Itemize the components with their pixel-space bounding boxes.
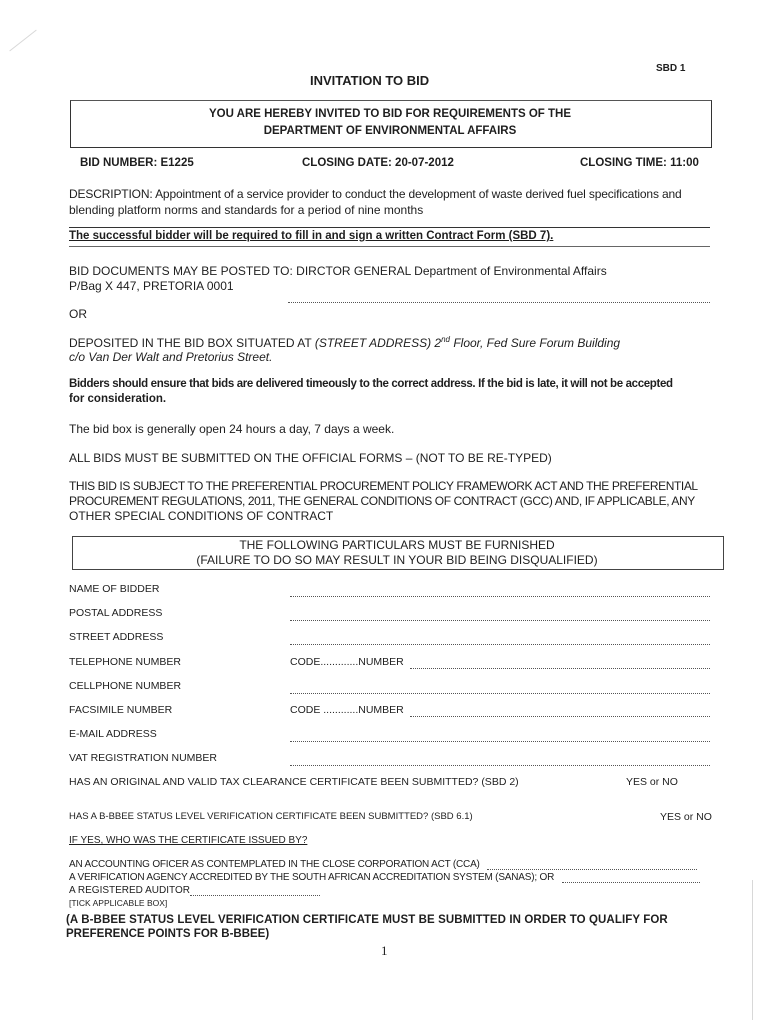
- contract-note: The successful bidder will be required to fill in and sign a written Contract Form (SBD 7).: [69, 230, 554, 242]
- closing-date: CLOSING DATE: 20-07-2012: [302, 157, 454, 169]
- field-label-postal-address: POSTAL ADDRESS: [69, 607, 163, 619]
- deposited-line-1: [69, 335, 620, 350]
- doc-code: SBD 1: [656, 63, 686, 74]
- bbbee-question: HAS A B-BBEE STATUS LEVEL VERIFICATION CERTIFICATE BEEN SUBMITTED? (SBD 6.1): [69, 811, 473, 822]
- bbbee-answer[interactable]: YES or NO: [660, 811, 712, 823]
- field-line-telephone[interactable]: [410, 668, 710, 669]
- tick-applicable-box: [TICK APPLICABLE BOX]: [69, 898, 168, 908]
- field-line-postal-address[interactable]: [290, 620, 710, 621]
- timeous-line-2: for consideration.: [69, 393, 167, 405]
- bid-box-hours: The bid box is generally open 24 hours a day, 7 days a week.: [69, 422, 395, 436]
- field-label-street-address: STREET ADDRESS: [69, 631, 164, 643]
- deposited-prefix: DEPOSITED IN THE BID BOX SITUATED AT: [69, 336, 312, 350]
- field-line-facsimile[interactable]: [410, 716, 710, 717]
- deposited-line-2: c/o Van Der Walt and Pretorius Street.: [69, 350, 273, 364]
- field-line-vat[interactable]: [290, 765, 710, 766]
- field-line-email[interactable]: [290, 741, 710, 742]
- deposited-address-a: (STREET ADDRESS) 2: [314, 336, 442, 350]
- issuer-line-1: AN ACCOUNTING OFICER AS CONTEMPLATED IN THE CLOSE CORPORATION ACT (CCA): [69, 859, 480, 870]
- posted-line-2: P/Bag X 447, PRETORIA 0001: [69, 279, 234, 293]
- subject-line-3: OTHER SPECIAL CONDITIONS OF CONTRACT: [69, 509, 334, 523]
- or-text: OR: [69, 307, 87, 321]
- subject-line-1: THIS BID IS SUBJECT TO THE PREFERENTIAL PROCUREMENT POLICY FRAMEWORK ACT AND THE PREFERENTIAL: [69, 479, 698, 493]
- subject-line-2: PROCUREMENT REGULATIONS, 2011, THE GENERAL CONDITIONS OF CONTRACT (GCC) AND, IF APPLICABLE, ANY: [69, 494, 695, 508]
- issuer-line-2: A VERIFICATION AGENCY ACCREDITED BY THE SOUTH AFRICAN ACCREDITATION SYSTEM (SANAS); OR: [69, 872, 555, 883]
- deposited-address-b: Floor, Fed Sure Forum Building: [450, 336, 621, 350]
- field-line-street-address[interactable]: [290, 644, 710, 645]
- field-label-telephone: TELEPHONE NUMBER: [69, 656, 182, 668]
- invite-line-2: DEPARTMENT OF ENVIRONMENTAL AFFAIRS: [263, 125, 517, 137]
- particulars-line-1: THE FOLLOWING PARTICULARS MUST BE FURNISHED: [239, 538, 555, 552]
- issuer-line-2-dots[interactable]: [562, 882, 700, 883]
- tax-clearance-answer[interactable]: YES or NO: [626, 776, 678, 788]
- field-label-vat: VAT REGISTRATION NUMBER: [69, 752, 217, 764]
- description-line-1: DESCRIPTION: Appointment of a service provider to conduct the development of waste derived fuel specifications and: [69, 187, 682, 201]
- field-line-bidder-name[interactable]: [290, 596, 710, 597]
- official-forms-note: ALL BIDS MUST BE SUBMITTED ON THE OFFICIAL FORMS – (NOT TO BE RE-TYPED): [69, 451, 552, 465]
- invite-line-1: YOU ARE HEREBY INVITED TO BID FOR REQUIREMENTS OF THE: [208, 108, 572, 120]
- field-label-email: E-MAIL ADDRESS: [69, 728, 157, 740]
- posted-dotted-line: [288, 302, 710, 303]
- timeous-line-1: Bidders should ensure that bids are delivered timeously to the correct address. If the bid is late, it will not be accepted: [69, 378, 673, 390]
- final-note-line-1: (A B-BBEE STATUS LEVEL VERIFICATION CERTIFICATE MUST BE SUBMITTED IN ORDER TO QUALIFY FOR: [66, 914, 668, 926]
- bid-number: BID NUMBER: E1225: [80, 157, 194, 169]
- contract-rule-top: [69, 227, 710, 228]
- contract-rule-bottom: [69, 246, 710, 247]
- issuer-line-3: A REGISTERED AUDITOR: [69, 885, 190, 896]
- page-title: INVITATION TO BID: [310, 73, 430, 88]
- closing-time: CLOSING TIME: 11:00: [580, 157, 699, 169]
- field-label-cellphone: CELLPHONE NUMBER: [69, 680, 182, 692]
- issuer-line-3-dots[interactable]: [190, 895, 320, 896]
- tax-clearance-question: HAS AN ORIGINAL AND VALID TAX CLEARANCE CERTIFICATE BEEN SUBMITTED? (SBD 2): [69, 776, 519, 788]
- deposited-sup: nd: [441, 335, 450, 344]
- field-label-bidder-name: NAME OF BIDDER: [69, 583, 160, 595]
- field-line-cellphone[interactable]: [290, 693, 710, 694]
- posted-line-1: BID DOCUMENTS MAY BE POSTED TO: DIRCTOR GENERAL Department of Environmental Affairs: [69, 264, 607, 278]
- final-note-line-2: PREFERENCE POINTS FOR B-BBEE): [66, 928, 270, 940]
- field-value-facsimile: CODE ............NUMBER: [290, 704, 404, 716]
- issued-by-question: IF YES, WHO WAS THE CERTIFICATE ISSUED BY?: [69, 835, 308, 846]
- particulars-line-2: (FAILURE TO DO SO MAY RESULT IN YOUR BID BEING DISQUALIFIED): [196, 553, 598, 567]
- description-line-2: blending platform norms and standards for a period of nine months: [69, 203, 424, 217]
- scan-mark-top-left: [9, 30, 36, 52]
- page-number: 1: [381, 943, 388, 958]
- field-label-facsimile: FACSIMILE NUMBER: [69, 704, 173, 716]
- field-value-telephone: CODE.............NUMBER: [290, 656, 404, 668]
- issuer-line-1-dots[interactable]: [487, 869, 697, 870]
- scan-mark-right-edge: [752, 880, 753, 1020]
